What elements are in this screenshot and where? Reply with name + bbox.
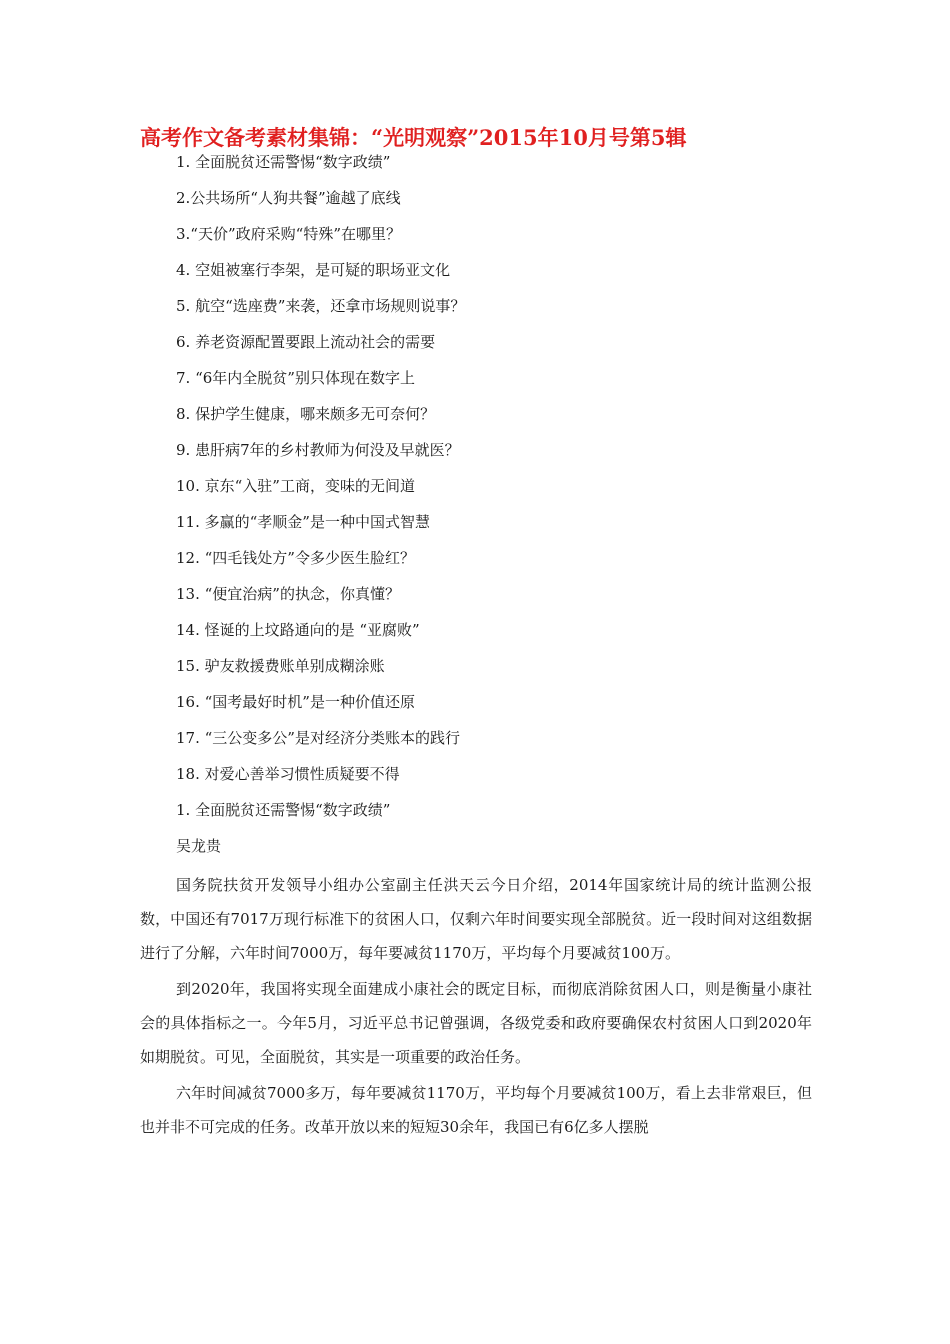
article-heading: 1. 全面脱贫还需警惕“数字政绩”: [176, 801, 391, 819]
toc-item: 7. “6年内全脱贫”别只体现在数字上: [176, 369, 415, 387]
toc-item: 10. 京东“入驻”工商，变味的无间道: [176, 477, 415, 495]
toc-item: 4. 空姐被塞行李架，是可疑的职场亚文化: [176, 261, 451, 279]
toc-item: 15. 驴友救援费账单别成糊涂账: [176, 657, 385, 675]
toc-item: 12. “四毛钱处方”令多少医生脸红？: [176, 549, 415, 567]
toc-item: 11. 多赢的“孝顺金”是一种中国式智慧: [176, 513, 430, 531]
toc-item: 18. 对爱心善举习惯性质疑要不得: [176, 765, 400, 783]
toc-item: 3.“天价”政府采购“特殊”在哪里？: [176, 225, 401, 243]
article-paragraph: 国务院扶贫开发领导小组办公室副主任洪天云今日介绍，2014年国家统计局的统计监测公报数，中国还有7017万现行标准下的贫困人口，仅剩六年时间要实现全部脱贫。近一段时间对这组数据进行了分解，六年时间7000万，每年要减贫1170万，平均每个月要减贫100万。: [140, 876, 812, 962]
article-paragraph: 到2020年，我国将实现全面建成小康社会的既定目标，而彻底消除贫困人口，则是衡量小康社会的具体指标之一。今年5月，习近平总书记曾强调，各级党委和政府要确保农村贫困人口到2020年如期脱贫。可见，全面脱贫，其实是一项重要的政治任务。: [140, 980, 812, 1066]
toc-item: 1. 全面脱贫还需警惕“数字政绩”: [176, 153, 391, 171]
table-of-contents: [176, 148, 836, 796]
toc-item: 9. 患肝病7年的乡村教师为何没及早就医？: [176, 441, 460, 459]
toc-item: 2.公共场所“人狗共餐”逾越了底线: [176, 189, 401, 207]
toc-item: 16. “国考最好时机”是一种价值还原: [176, 693, 415, 711]
document-title: 高考作文备考素材集锦：“光明观察”2015年10月号第5辑: [140, 125, 687, 150]
toc-item: 5. 航空“选座费”来袭，还拿市场规则说事？: [176, 297, 466, 315]
toc-item: 13. “便宜治病”的执念，你真懂？: [176, 585, 400, 603]
toc-item: 14. 怪诞的上坟路通向的是 “亚腐败”: [176, 621, 420, 639]
toc-item: 17. “三公变多公”是对经济分类账本的践行: [176, 729, 460, 747]
toc-item: 6. 养老资源配置要跟上流动社会的需要: [176, 333, 436, 351]
article-author: 吴龙贵: [176, 837, 222, 855]
toc-item: 8. 保护学生健康，哪来颇多无可奈何？: [176, 405, 436, 423]
article-paragraph: 六年时间减贫7000多万，每年要减贫1170万，平均每个月要减贫100万，看上去非常艰巨，但也并非不可完成的任务。改革开放以来的短短30余年，我国已有6亿多人摆脱: [140, 1084, 812, 1136]
article-body: [140, 796, 812, 1144]
